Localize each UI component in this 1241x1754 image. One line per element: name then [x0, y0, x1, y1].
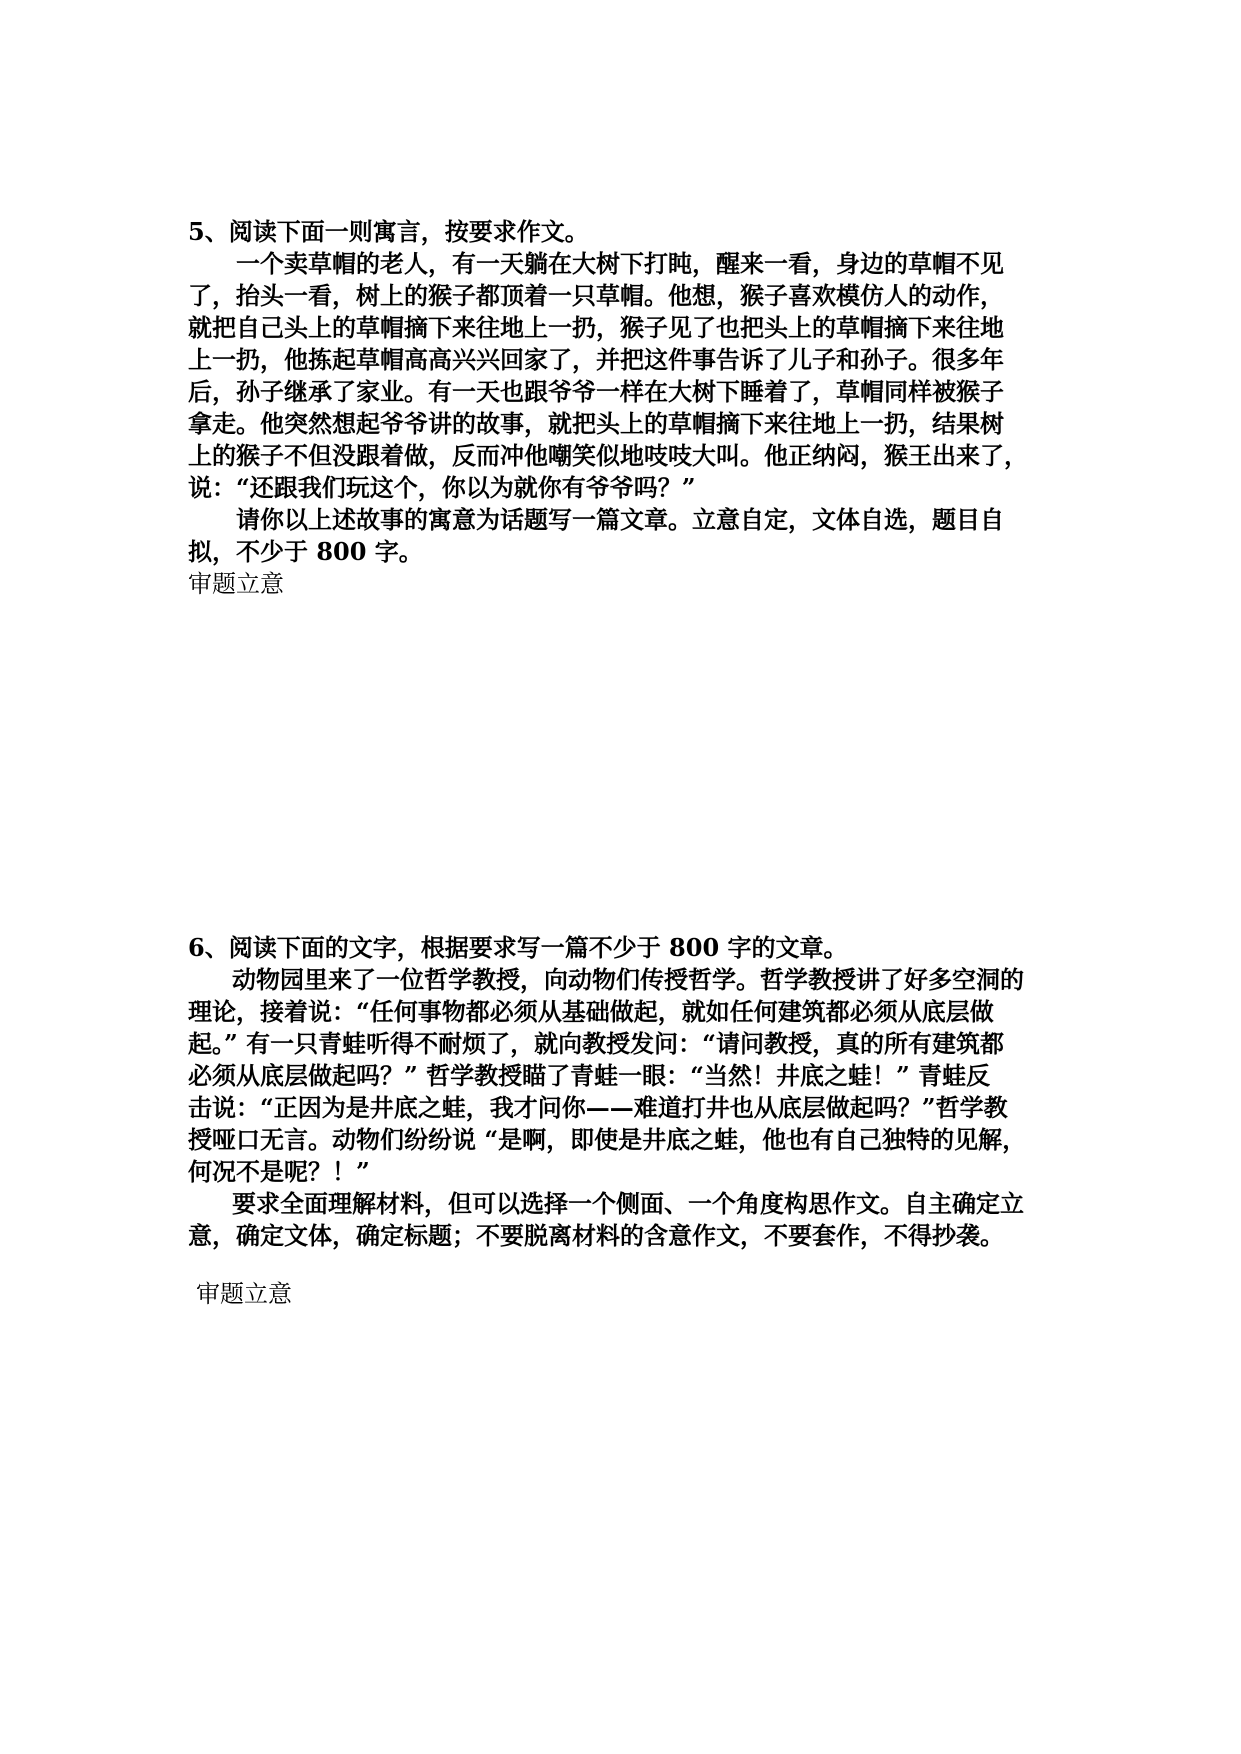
story-line: 一个卖草帽的老人，有一天躺在大树下打盹，醒来一看，身边的草帽不见: [236, 249, 1004, 278]
story-line: 上一扔，他拣起草帽高高兴兴回家了，并把这件事告诉了儿子和孙子。很多年: [188, 345, 1004, 374]
story-line: 说：“还跟我们玩这个，你以为就你有爷爷吗？”: [188, 473, 696, 502]
question-title: 6、阅读下面的文字，根据要求写一篇不少于 800 字的文章。: [188, 933, 848, 962]
question-5: [188, 216, 1058, 900]
question-title: 5、阅读下面一则寓言，按要求作文。: [188, 217, 589, 246]
answer-label: 审题立意: [196, 1280, 292, 1308]
story-line: 后，孙子继承了家业。有一天也跟爷爷一样在大树下睡着了，草帽同样被猴子: [188, 377, 1004, 406]
story-line: 授哑口无言。动物们纷纷说 “是啊，即使是井底之蛙，他也有自己独特的见解，: [188, 1125, 1027, 1154]
story-line: 了，抬头一看，树上的猴子都顶着一只草帽。他想，猴子喜欢模仿人的动作，: [188, 281, 1004, 310]
spacer: [188, 1252, 1058, 1278]
story-line: 击说：“正因为是井底之蛙，我才问你——难道打井也从底层做起吗？”哲学教: [188, 1093, 1008, 1122]
answer-area[interactable]: [188, 600, 1058, 900]
story-line: 上的猴子不但没跟着做，反而冲他嘲笑似地吱吱大叫。他正纳闷，猴王出来了，: [188, 441, 1028, 470]
story-line: 必须从底层做起吗？” 哲学教授瞄了青蛙一眼：“当然！井底之蛙！” 青蛙反: [188, 1061, 991, 1090]
question-6: [188, 932, 1058, 1730]
story-line: 起。” 有一只青蛙听得不耐烦了，就向教授发问：“请问教授，真的所有建筑都: [188, 1029, 1004, 1058]
requirement-line: 请你以上述故事的寓意为话题写一篇文章。立意自定，文体自选，题目自: [236, 505, 1004, 534]
story-line: 理论，接着说：“任何事物都必须从基础做起，就如任何建筑都必须从底层做: [188, 997, 994, 1026]
requirement-line: 要求全面理解材料，但可以选择一个侧面、一个角度构思作文。自主确定立: [232, 1189, 1024, 1218]
story-line: 动物园里来了一位哲学教授，向动物们传授哲学。哲学教授讲了好多空洞的: [232, 965, 1024, 994]
story-line: 就把自己头上的草帽摘下来往地上一扔，猴子见了也把头上的草帽摘下来往地: [188, 313, 1004, 342]
answer-label: 审题立意: [188, 570, 284, 598]
story-line: 拿走。他突然想起爷爷讲的故事，就把头上的草帽摘下来往地上一扔，结果树: [188, 409, 1004, 438]
requirement-line: 意，确定文体，确定标题；不要脱离材料的含意作文，不要套作，不得抄袭。: [188, 1221, 1004, 1250]
answer-area[interactable]: [188, 1310, 1058, 1730]
story-line: 何况不是呢？！”: [188, 1157, 370, 1186]
requirement-line: 拟，不少于 800 字。: [188, 537, 423, 566]
